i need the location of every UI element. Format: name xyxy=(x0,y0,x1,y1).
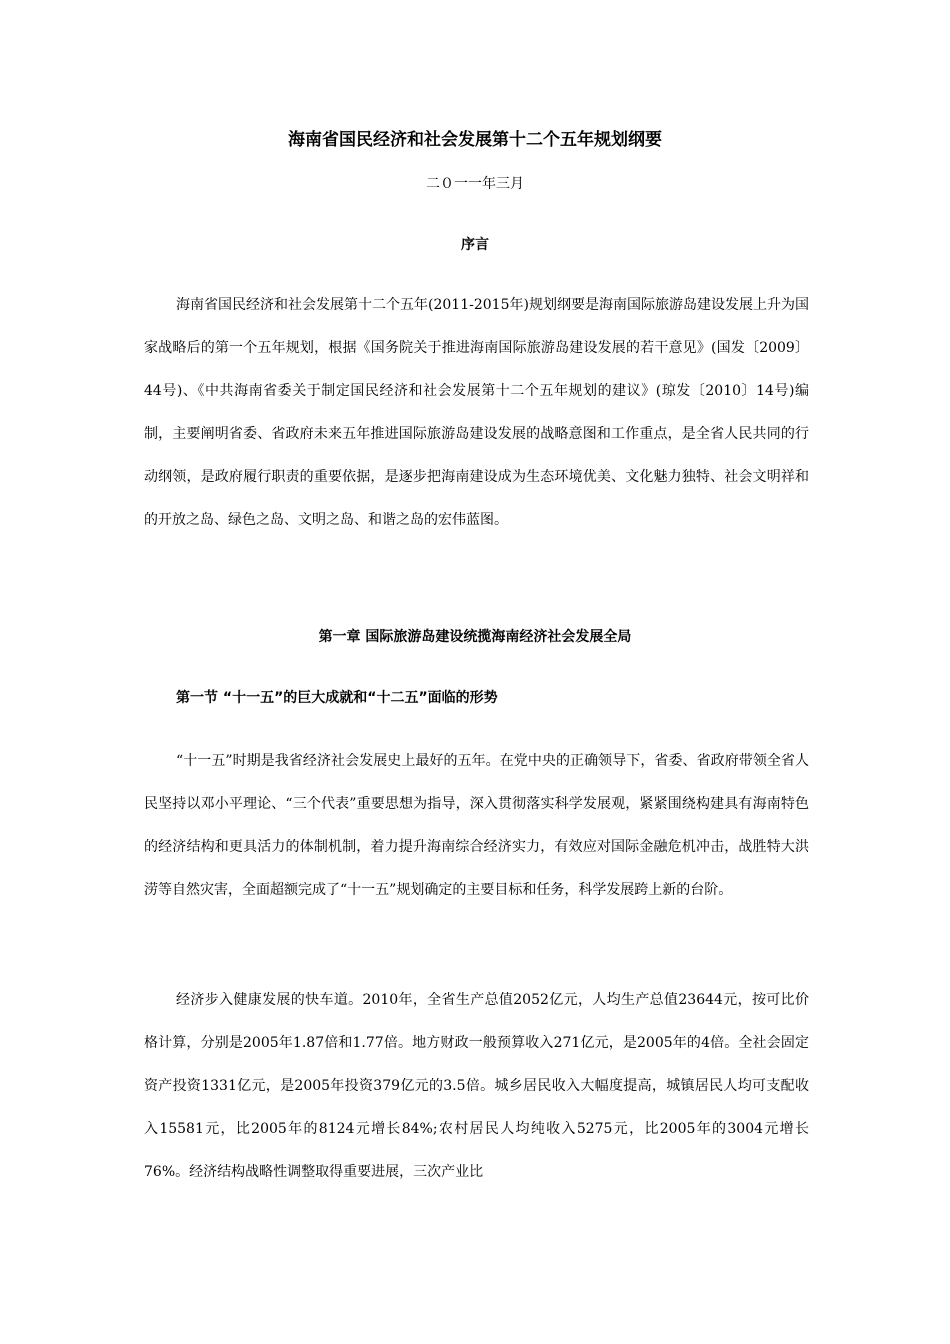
preface-paragraph: 海南省国民经济和社会发展第十二个五年(2011-2015年)规划纲要是海南国际旅游岛建设发展上升为国家战略后的第一个五年规划，根据《国务院关于推进海南国际旅游岛建设发展的若干意见》(国发〔2009〕44号)、《中共海南省委关于制定国民经济和社会发展第十二个五年规划的建议》(琼发〔2010〕14号)编制，主要阐明省委、省政府未来五年推进国际旅游岛建设发展的战略意图和工作重点，是全省人民共同的行动纲领，是政府履行职责的重要依据，是逐步把海南建设成为生态环境优美、文化魅力独特、社会文明祥和的开放之岛、绿色之岛、文明之岛、和谐之岛的宏伟蓝图。 xyxy=(144,297,809,528)
body-paragraph: “十一五”时期是我省经济社会发展史上最好的五年。在党中央的正确领导下，省委、省政府带领全省人民坚持以邓小平理论、“三个代表”重要思想为指导，深入贯彻落实科学发展观，紧紧围绕构建具有海南特色的经济结构和更具活力的体制机制，着力提升海南综合经济实力，有效应对国际金融危机冲击，战胜特大洪涝等自然灾害，全面超额完成了“十一五”规划确定的主要目标和任务，科学发展跨上新的台阶。 xyxy=(144,753,809,898)
body-paragraph: 经济步入健康发展的快车道。2010年，全省生产总值2052亿元，人均生产总值23644元，按可比价格计算，分别是2005年1.87倍和1.77倍。地方财政一般预算收入271亿元，是2005年的4倍。全社会固定资产投资1331亿元，是2005年投资379亿元的3.5倍。城乡居民收入大幅度提高，城镇居民人均可支配收入15581元，比2005年的8124元增长84%;农村居民人均纯收入5275元，比2005年的3004元增长76%。经济结构战略性调整取得重要进展，三次产业比 xyxy=(144,992,809,1180)
preface-heading: 序言 xyxy=(461,237,489,253)
section-heading: 第一节 “十一五”的巨大成就和“十二五”面临的形势 xyxy=(176,690,498,706)
document-title: 海南省国民经济和社会发展第十二个五年规划纲要 xyxy=(288,130,662,150)
document-date: 二０一一年三月 xyxy=(426,176,524,192)
chapter-heading: 第一章 国际旅游岛建设统揽海南经济社会发展全局 xyxy=(318,629,632,645)
